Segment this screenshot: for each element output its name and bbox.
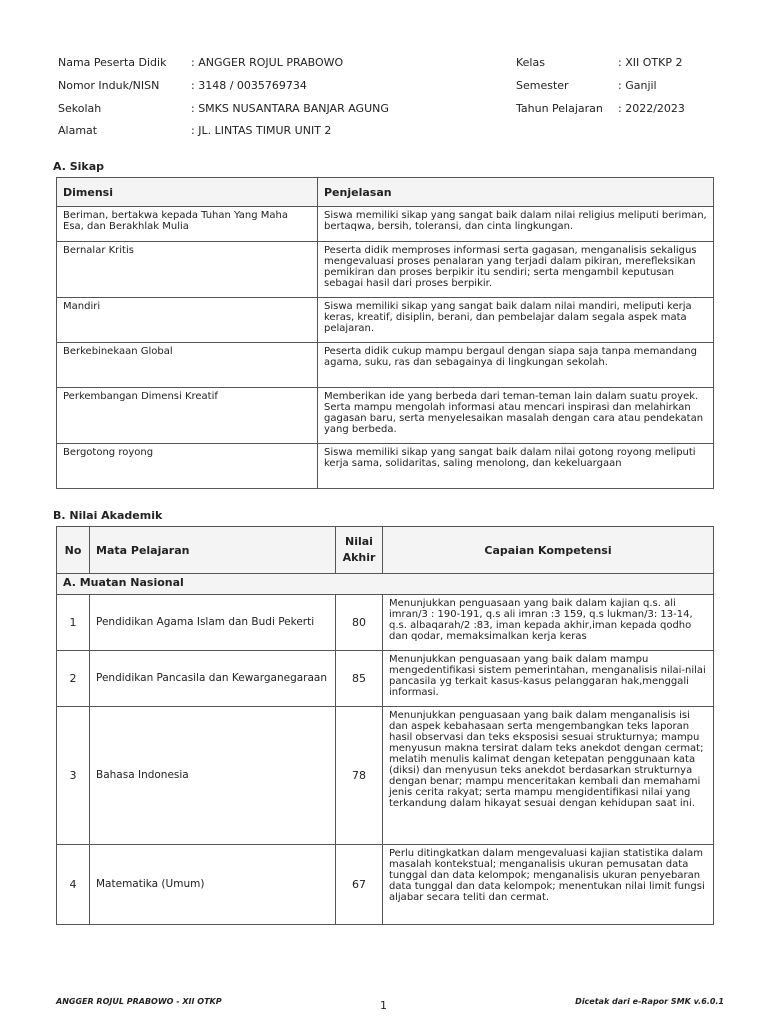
- identity-value: : JL. LINTAS TIMUR UNIT 2: [191, 124, 332, 137]
- column-header-no: No: [57, 527, 90, 574]
- footer-student: ANGGER ROJUL PRABOWO - XII OTKP: [56, 997, 222, 1006]
- table-row: [57, 207, 714, 242]
- identity-label: Tahun Pelajaran: [516, 102, 603, 115]
- dimensi-cell: Beriman, bertakwa kepada Tuhan Yang Maha Esa, dan Berakhlak Mulia: [57, 207, 318, 242]
- identity-label: Nomor Induk/NISN: [58, 79, 160, 92]
- identity-value: : XII OTKP 2: [618, 56, 683, 69]
- column-header-mapel: Mata Pelajaran: [90, 527, 336, 574]
- identity-value: : 2022/2023: [618, 102, 685, 115]
- capaian-cell: Menunjukkan penguasaan yang baik dalam mampu mengedentifikasi sistem pemerintahan, menganalisis nilai-nilai pancasila yg terkait kasus-kasus pelanggaran hak,menggali informasi.: [383, 651, 714, 707]
- mapel-cell: Pendidikan Agama Islam dan Budi Pekerti: [90, 595, 336, 651]
- footer-printed-by: Dicetak dari e-Rapor SMK v.6.0.1: [575, 997, 724, 1006]
- nilai-cell: 78: [336, 707, 383, 845]
- penjelasan-cell: Peserta didik memproses informasi serta gagasan, menganalisis sekaligus mengevaluasi proses penalaran yang terjadi dalam pikiran, merefleksikan pemikiran dan proses berpikir itu sendiri; serta mengambil keputusan sebagai hasil dari proses berpikir.: [318, 242, 714, 298]
- identity-label: Semester: [516, 79, 569, 92]
- table-row: [57, 845, 714, 925]
- identity-value: : 3148 / 0035769734: [191, 79, 307, 92]
- identity-value: : Ganjil: [618, 79, 657, 92]
- page-number: 1: [380, 999, 387, 1012]
- table-row: [57, 298, 714, 343]
- penjelasan-cell: Siswa memiliki sikap yang sangat baik dalam nilai gotong royong meliputi kerja sama, solidaritas, saling menolong, dan kekeluargaan: [318, 444, 714, 489]
- identity-label: Kelas: [516, 56, 545, 69]
- section-title-sikap: A. Sikap: [53, 160, 105, 173]
- column-header-nilai: Nilai Akhir: [336, 527, 383, 574]
- mapel-cell: Bahasa Indonesia: [90, 707, 336, 845]
- dimensi-cell: Bernalar Kritis: [57, 242, 318, 298]
- no-cell: 3: [57, 707, 90, 845]
- table-row: [57, 707, 714, 845]
- section-title-akademik: B. Nilai Akademik: [53, 509, 163, 522]
- mapel-cell: Matematika (Umum): [90, 845, 336, 925]
- nilai-cell: 80: [336, 595, 383, 651]
- capaian-cell: Menunjukkan penguasaan yang baik dalam menganalisis isi dan aspek kebahasaan serta mengembangkan teks laporan hasil observasi dan teks eksposisi sesuai strukturnya; mampu menyusun makna tersirat dalam teks anekdot dengan cermat; melatih menulis kalimat dengan ketepatan penggunaan kata (diksi) dan menyusun teks anekdot berdasarkan strukturnya dengan benar; mampu menceritakan kembali dan memahami jenis cerita rakyat; serta mampu mengidentifikasi nilai yang terkandung dalam hikayat sesuai dengan kehidupan saat ini.: [383, 707, 714, 845]
- dimensi-cell: Mandiri: [57, 298, 318, 343]
- column-header-dimensi: Dimensi: [57, 178, 318, 207]
- identity-value: : SMKS NUSANTARA BANJAR AGUNG: [191, 102, 389, 115]
- mapel-cell: Pendidikan Pancasila dan Kewarganegaraan: [90, 651, 336, 707]
- table-row: [57, 242, 714, 298]
- table-header-row: [57, 178, 714, 207]
- table-row: [57, 651, 714, 707]
- no-cell: 1: [57, 595, 90, 651]
- group-label: A. Muatan Nasional: [57, 574, 714, 595]
- identity-label: Alamat: [58, 124, 98, 137]
- table-row: [57, 595, 714, 651]
- penjelasan-cell: Peserta didik cukup mampu bergaul dengan siapa saja tanpa memandang agama, suku, ras dan sebagainya di lingkungan sekolah.: [318, 343, 714, 388]
- table-row: [57, 444, 714, 489]
- table-header-row: [57, 527, 714, 574]
- nilai-cell: 67: [336, 845, 383, 925]
- table-row: [57, 343, 714, 388]
- penjelasan-cell: Siswa memiliki sikap yang sangat baik dalam nilai religius meliputi beriman, bertaqwa, bersih, toleransi, dan cinta lingkungan.: [318, 207, 714, 242]
- dimensi-cell: Perkembangan Dimensi Kreatif: [57, 388, 318, 444]
- identity-value: : ANGGER ROJUL PRABOWO: [191, 56, 344, 69]
- dimensi-cell: Bergotong royong: [57, 444, 318, 489]
- group-row: [57, 574, 714, 595]
- identity-label: Sekolah: [58, 102, 102, 115]
- akademik-table: [56, 526, 714, 925]
- penjelasan-cell: Siswa memiliki sikap yang sangat baik dalam nilai mandiri, meliputi kerja keras, kreatif, disiplin, berani, dan pembelajar dalam segala aspek mata pelajaran.: [318, 298, 714, 343]
- column-header-penjelasan: Penjelasan: [318, 178, 714, 207]
- capaian-cell: Perlu ditingkatkan dalam mengevaluasi kajian statistika dalam masalah kontekstual; menganalisis ukuran pemusatan data tunggal dan data kelompok; menganalisis ukuran penyebaran data tunggal dan data kelompok; menentukan nilai limit fungsi aljabar secara teliti dan cermat.: [383, 845, 714, 925]
- identity-label: Nama Peserta Didik: [58, 56, 167, 69]
- capaian-cell: Menunjukkan penguasaan yang baik dalam kajian q.s. ali imran/3 : 190-191, q.s ali imran :3 159, q.s lukman/3: 13-14, q.s. albaqarah/2 :83, iman kepada akhir,iman kepada qodho dan qodar, memaksimalkan kerja keras: [383, 595, 714, 651]
- penjelasan-cell: Memberikan ide yang berbeda dari teman-teman lain dalam suatu proyek. Serta mampu mengolah informasi atau mencari inspirasi dan melahirkan gagasan baru, serta menyelesaikan masalah dengan cara atau pendekatan yang berbeda.: [318, 388, 714, 444]
- table-row: [57, 388, 714, 444]
- column-header-capaian: Capaian Kompetensi: [383, 527, 714, 574]
- sikap-table: [56, 177, 714, 489]
- no-cell: 4: [57, 845, 90, 925]
- nilai-cell: 85: [336, 651, 383, 707]
- no-cell: 2: [57, 651, 90, 707]
- dimensi-cell: Berkebinekaan Global: [57, 343, 318, 388]
